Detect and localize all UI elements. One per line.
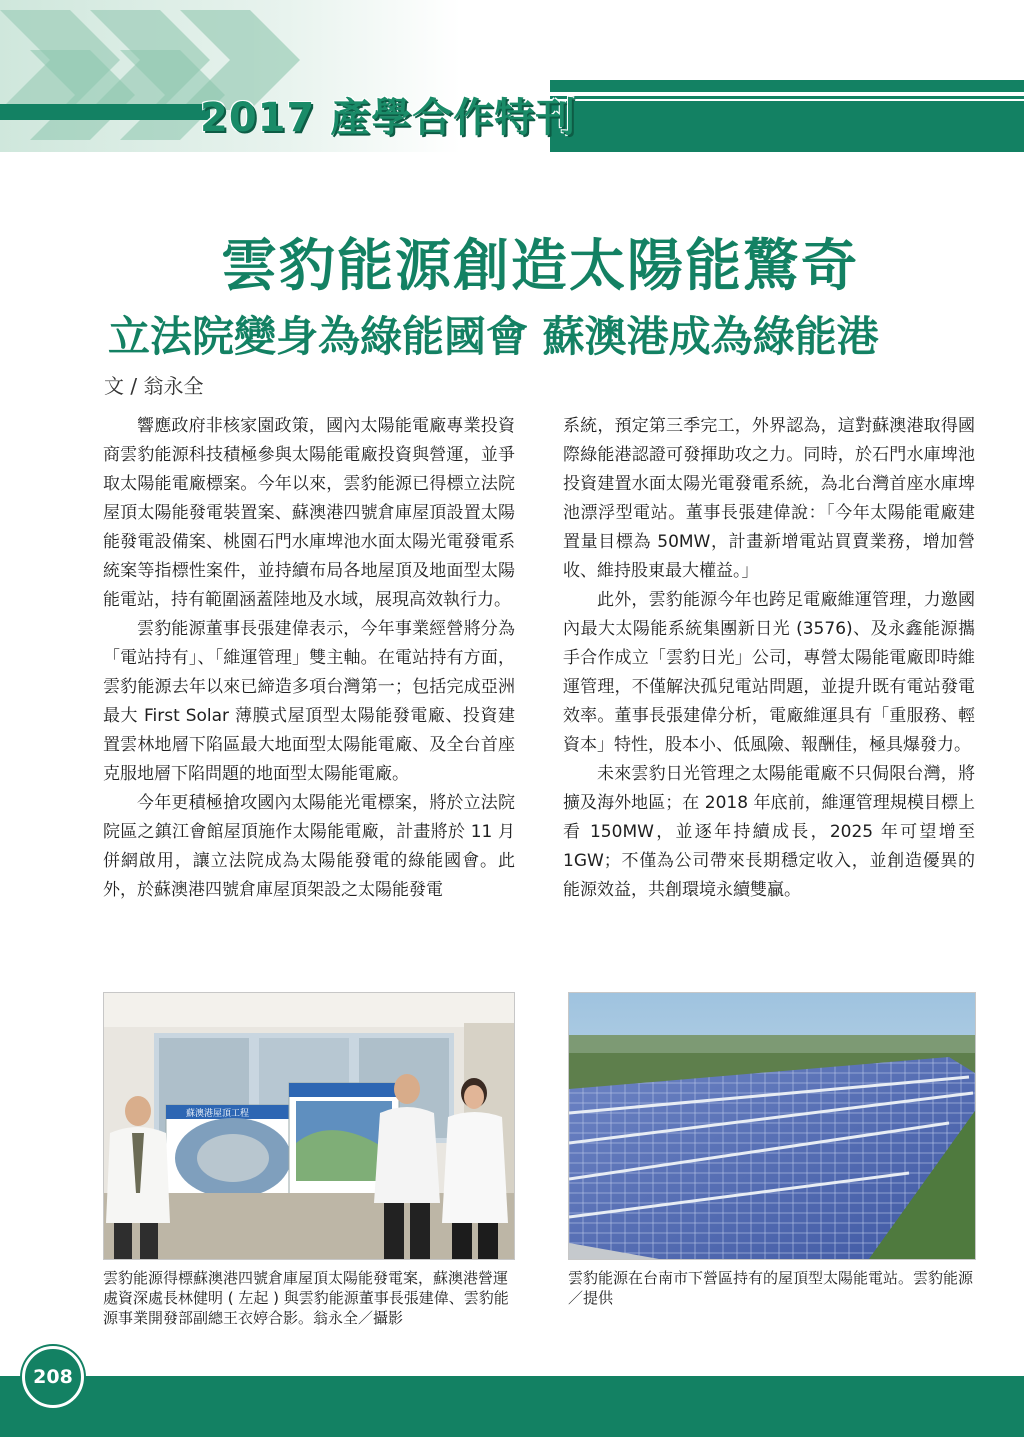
photo-caption-left: 雲豹能源得標蘇澳港四號倉庫屋頂太陽能發電案，蘇澳港營運處資深處長林健明 ( 左起 ) 與雲豹能源董事長張建偉、雲豹能源事業開發部副總王衣婷合影。翁永全／攝影: [103, 1269, 509, 1327]
paragraph: 此外，雲豹能源今年也跨足電廠維運管理，力邀國內最大太陽能系統集團新日光 (3576)、及永鑫能源攜手合作成立「雲豹日光」公司，專營太陽能電廠即時維運管理，不僅解決孤兒電站問題，並提升既有電站發電效率。董事長張建偉分析，電廠維運具有「重服務、輕資本」特性，股本小、低風險、報酬佳，極具爆發力。: [563, 590, 975, 755]
footer-band: [0, 1376, 1024, 1437]
paragraph: 今年更積極搶攻國內太陽能光電標案，將於立法院院區之鎮江會館屋頂施作太陽能電廠，計畫將於 11 月併網啟用，讓立法院成為太陽能發電的綠能國會。此外，於蘇澳港四號倉庫屋頂架設之太陽能發電: [103, 793, 515, 900]
solar-farm-photo: [568, 992, 976, 1260]
page-number: 208: [22, 1346, 84, 1408]
group-photo: [103, 992, 515, 1260]
board-label: 蘇澳港屋頂工程: [186, 1109, 250, 1119]
photo-caption-right: 雲豹能源在台南市下營區持有的屋頂型太陽能電站。雲豹能源／提供: [568, 1269, 974, 1307]
paragraph-continuation: 系統，預定第三季完工，外界認為，這對蘇澳港取得國際綠能港認證可發揮助攻之力。同時，於石門水庫埤池投資建置水面太陽光電發電系統，為北台灣首座水庫埤池漂浮型電站。董事長張建偉說：「今年太陽能電廠建置量目標為 50MW，計畫新增電站買賣業務，增加營收、維持股東最大權益。」: [563, 416, 975, 581]
article-subtitle: 立法院變身為綠能國會 蘇澳港成為綠能港: [108, 312, 879, 361]
header-band: [0, 0, 1024, 152]
paragraph: 響應政府非核家園政策，國內太陽能電廠專業投資商雲豹能源科技積極參與太陽能電廠投資與營運，並爭取太陽能電廠標案。今年以來，雲豹能源已得標立法院屋頂太陽能發電裝置案、蘇澳港四號倉庫屋頂設置太陽能發電設備案、桃園石門水庫埤池水面太陽光電發電系統案等指標性案件，並持續布局各地屋頂及地面型太陽能電站，持有範圍涵蓋陸地及水域，展現高效執行力。: [103, 416, 515, 610]
paragraph: 雲豹能源董事長張建偉表示，今年事業經營將分為「電站持有」、「維運管理」雙主軸。在電站持有方面，雲豹能源去年以來已締造多項台灣第一；包括完成亞洲最大 First Solar 薄膜式屋頂型太陽能發電廠、投資建置雲林地層下陷區最大地面型太陽能電廠、及全台首座克服地層下陷問題的地面型太陽能電廠。: [103, 619, 515, 784]
right-column: [563, 412, 975, 905]
paragraph: 未來雲豹日光管理之太陽能電廠不只侷限台灣，將擴及海外地區；在 2018 年底前，維運管理規模目標上看 150MW，並逐年持續成長，2025 年可望增至 1GW；不僅為公司帶來長期穩定收入，並創造優異的能源效益，共創環境永續雙贏。: [563, 764, 975, 900]
left-column: [103, 412, 515, 905]
publication-title: 2017 產學合作特刊: [200, 95, 577, 141]
byline: 文 / 翁永全: [104, 374, 204, 398]
article-title: 雲豹能源創造太陽能驚奇: [221, 234, 859, 299]
